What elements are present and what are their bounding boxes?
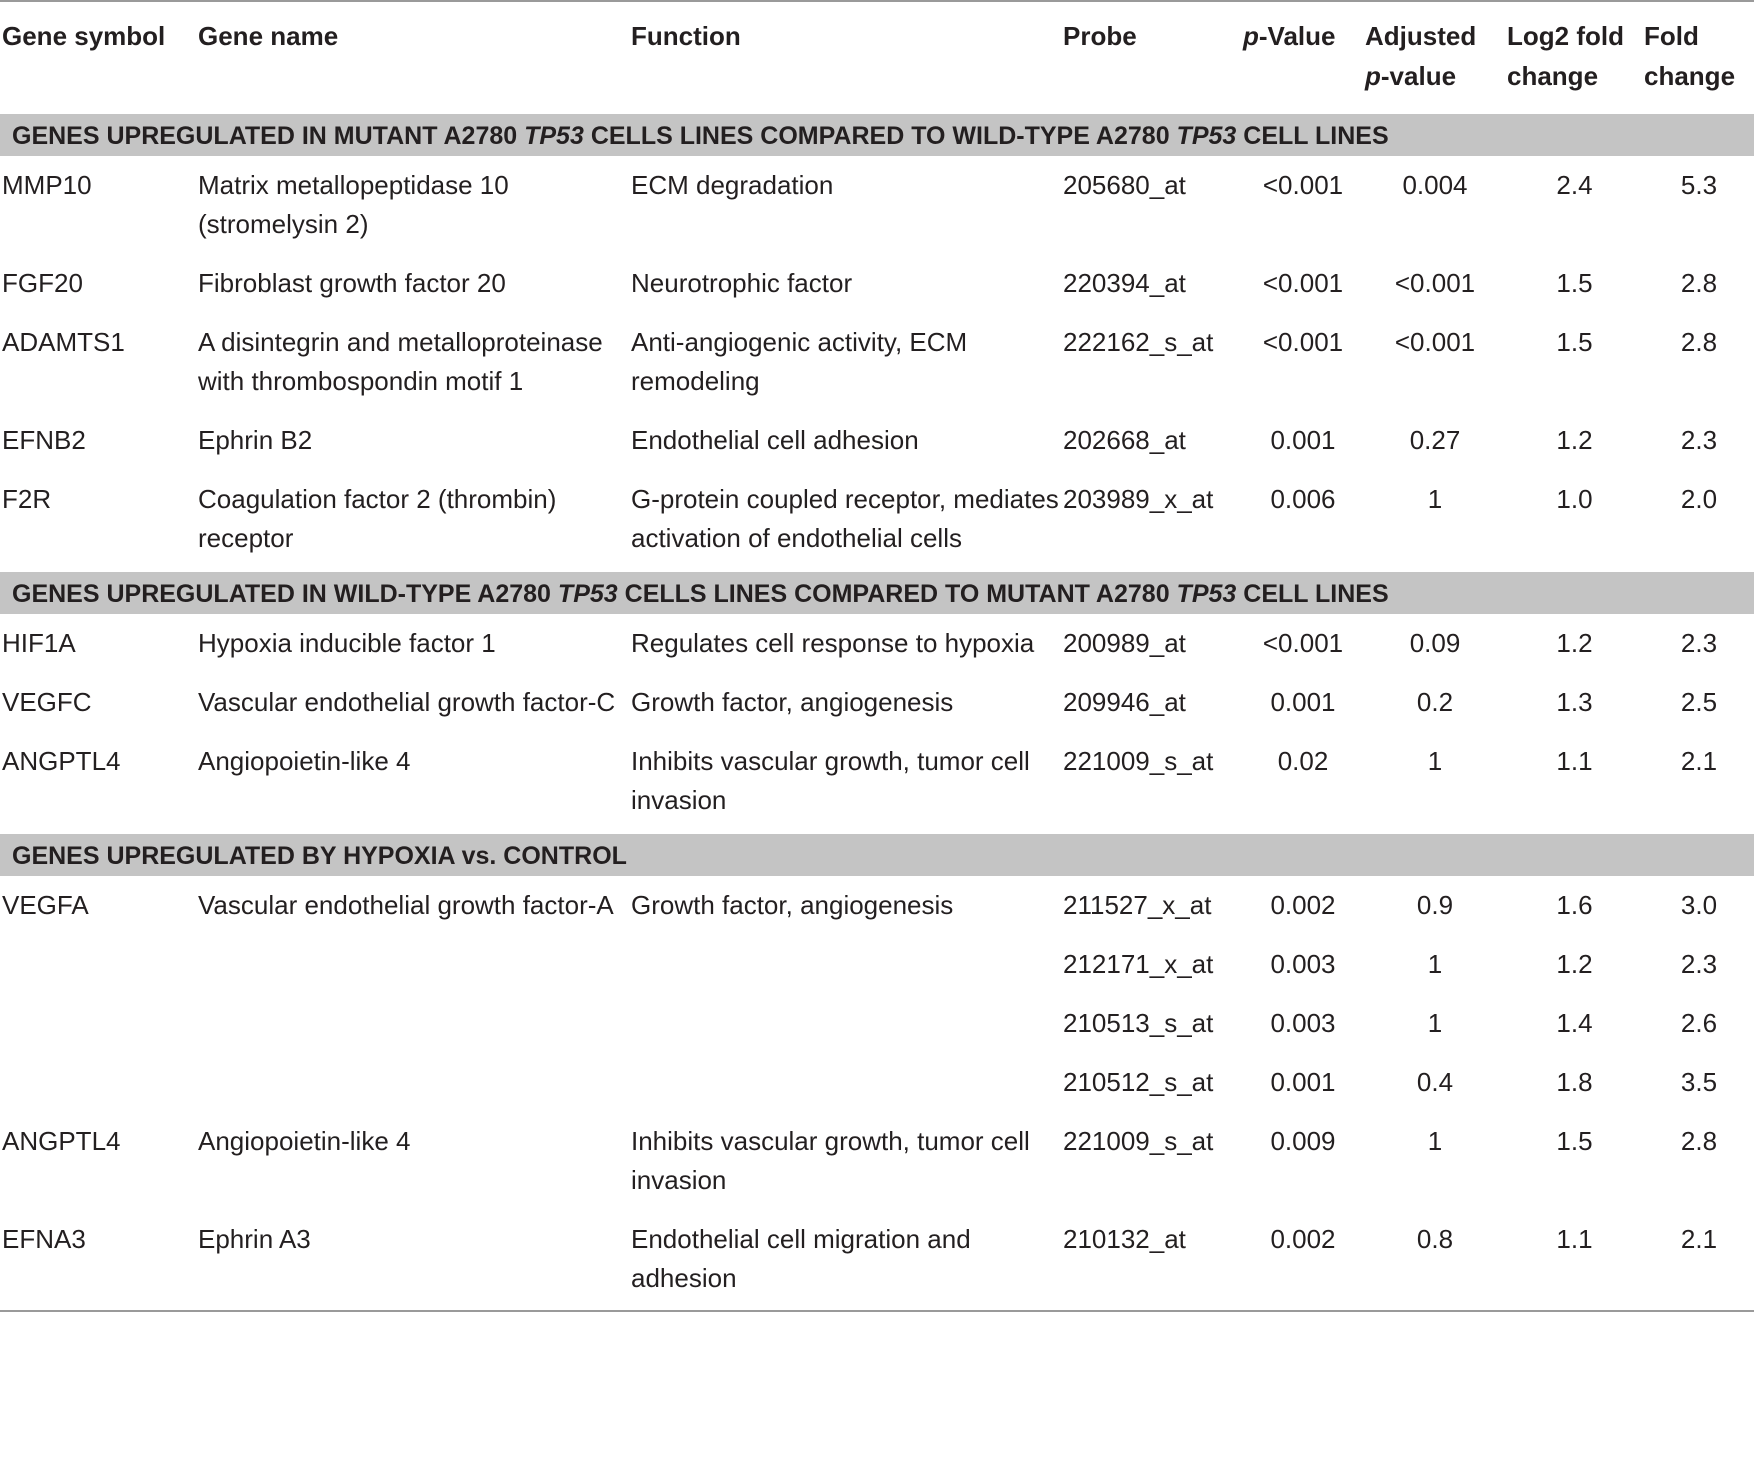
- table-body: [0, 112, 1754, 1311]
- cell-fold-change: 2.8: [1680, 268, 1718, 298]
- cell-gene-name: Hypoxia inducible factor 1: [198, 628, 496, 658]
- cell-log2-fold-change: 1.4: [1556, 1008, 1593, 1038]
- cell-probe: 210512_s_at: [1063, 1067, 1214, 1097]
- cell-adjusted-p-value: <0.001: [1394, 327, 1476, 357]
- cell-function: [629, 935, 1061, 994]
- cell-gene-name: A disintegrin and metalloproteinase with thrombospondin motif 1: [198, 327, 603, 396]
- table-row: [0, 411, 1754, 470]
- section-title-text: GENES UPREGULATED IN WILD-TYPE A2780: [12, 580, 558, 608]
- cell-probe: 222162_s_at: [1063, 327, 1214, 357]
- cell-function: [629, 994, 1061, 1053]
- section-header-row: [0, 832, 1754, 876]
- cell-gene-symbol: MMP10: [2, 170, 92, 200]
- section-title: [0, 112, 1754, 156]
- cell-gene-symbol: [0, 994, 196, 1053]
- cell-fold-change: 2.3: [1680, 949, 1718, 979]
- cell-p-value: 0.02: [1277, 746, 1329, 776]
- cell-function: G-protein coupled receptor, mediates activation of endothelial cells: [631, 484, 1059, 553]
- cell-function: Anti-angiogenic activity, ECM remodeling: [631, 327, 968, 396]
- cell-fold-change: 2.8: [1680, 327, 1718, 357]
- cell-p-value: 0.001: [1270, 687, 1336, 717]
- cell-function: Regulates cell response to hypoxia: [631, 628, 1035, 658]
- cell-log2-fold-change: 1.1: [1556, 746, 1593, 776]
- section-header-row: [0, 570, 1754, 614]
- cell-probe: 200989_at: [1063, 628, 1186, 658]
- cell-gene-name: Fibroblast growth factor 20: [198, 268, 506, 298]
- cell-p-value: 0.002: [1270, 890, 1336, 920]
- table-row: [0, 254, 1754, 313]
- cell-probe: 211527_x_at: [1063, 890, 1212, 920]
- cell-gene-name: [196, 1053, 629, 1112]
- cell-gene-symbol: ADAMTS1: [2, 327, 125, 357]
- cell-fold-change: 3.5: [1680, 1067, 1718, 1097]
- cell-p-value: 0.006: [1270, 484, 1336, 514]
- cell-probe: 209946_at: [1063, 687, 1186, 717]
- table-row: [0, 876, 1754, 935]
- cell-fold-change: 2.0: [1680, 484, 1718, 514]
- section-title-text: GENES UPREGULATED BY HYPOXIA vs. CONTROL: [12, 842, 627, 870]
- header-row: [0, 1, 1754, 112]
- cell-probe: 210513_s_at: [1063, 1008, 1214, 1038]
- cell-gene-name: Vascular endothelial growth factor-C: [198, 687, 616, 717]
- cell-log2-fold-change: 1.5: [1556, 327, 1593, 357]
- cell-probe: 210132_at: [1061, 1210, 1241, 1311]
- cell-gene-symbol: ANGPTL4: [2, 746, 121, 776]
- cell-adjusted-p-value: 0.4: [1416, 1067, 1454, 1097]
- cell-log2-fold-change: 1.0: [1556, 484, 1593, 514]
- cell-gene-name: [196, 935, 629, 994]
- section-title-gene-italic: TP53: [557, 580, 618, 608]
- header-p-value: p-Value: [1241, 1, 1363, 112]
- table-row: [0, 1210, 1754, 1311]
- cell-gene-symbol: VEGFA: [2, 890, 89, 920]
- table-row: [0, 614, 1754, 673]
- cell-function: [629, 1053, 1061, 1112]
- cell-gene-name: Ephrin B2: [198, 425, 313, 455]
- cell-adjusted-p-value: 1: [1427, 1126, 1443, 1156]
- cell-function: ECM degradation: [631, 170, 834, 200]
- cell-gene-name: Vascular endothelial growth factor-A: [198, 890, 614, 920]
- cell-fold-change: 2.8: [1680, 1126, 1718, 1156]
- cell-adjusted-p-value: 1: [1427, 949, 1443, 979]
- cell-function: Inhibits vascular growth, tumor cell invasion: [631, 746, 1030, 815]
- cell-fold-change: 2.3: [1680, 628, 1718, 658]
- cell-fold-change: 3.0: [1680, 890, 1718, 920]
- section-title-text: CELL LINES: [1236, 122, 1389, 150]
- cell-gene-symbol: F2R: [2, 484, 52, 514]
- cell-log2-fold-change: 1.1: [1505, 1210, 1642, 1311]
- table-row: [0, 1112, 1754, 1210]
- cell-fold-change: 5.3: [1680, 170, 1718, 200]
- table-row: [0, 1053, 1754, 1112]
- cell-gene-name: Ephrin A3: [196, 1210, 629, 1311]
- section-title-gene-italic: TP53: [1176, 580, 1237, 608]
- cell-fold-change: 2.5: [1680, 687, 1718, 717]
- cell-adjusted-p-value: 0.004: [1402, 170, 1468, 200]
- cell-log2-fold-change: 1.8: [1556, 1067, 1593, 1097]
- cell-gene-symbol: HIF1A: [2, 628, 76, 658]
- cell-p-value: 0.002: [1241, 1210, 1363, 1311]
- cell-adjusted-p-value: 0.2: [1416, 687, 1454, 717]
- cell-log2-fold-change: 2.4: [1556, 170, 1593, 200]
- cell-probe: 220394_at: [1063, 268, 1186, 298]
- cell-log2-fold-change: 1.2: [1556, 628, 1593, 658]
- cell-gene-symbol: VEGFC: [2, 687, 92, 717]
- cell-adjusted-p-value: 0.27: [1409, 425, 1461, 455]
- cell-p-value: 0.009: [1270, 1126, 1336, 1156]
- section-title-gene-italic: TP53: [1176, 122, 1237, 150]
- cell-function: Inhibits vascular growth, tumor cell invasion: [631, 1126, 1030, 1195]
- cell-log2-fold-change: 1.6: [1556, 890, 1593, 920]
- cell-gene-name: Coagulation factor 2 (thrombin) receptor: [198, 484, 557, 553]
- section-title: [0, 832, 1754, 876]
- cell-log2-fold-change: 1.3: [1556, 687, 1593, 717]
- cell-function: Endothelial cell adhesion: [631, 425, 919, 455]
- cell-adjusted-p-value: 0.09: [1409, 628, 1461, 658]
- cell-adjusted-p-value: 0.8: [1363, 1210, 1505, 1311]
- cell-fold-change: 2.3: [1680, 425, 1718, 455]
- cell-adjusted-p-value: <0.001: [1394, 268, 1476, 298]
- cell-probe: 202668_at: [1063, 425, 1186, 455]
- cell-gene-name: Angiopoietin-like 4: [198, 746, 411, 776]
- table-row: [0, 935, 1754, 994]
- header-probe: Probe: [1061, 1, 1241, 112]
- header-fold-change: Fold change: [1642, 1, 1754, 112]
- section-title-text: CELLS LINES COMPARED TO MUTANT A2780: [617, 580, 1177, 608]
- cell-p-value: <0.001: [1262, 327, 1344, 357]
- cell-probe: 205680_at: [1063, 170, 1186, 200]
- cell-log2-fold-change: 1.2: [1556, 425, 1593, 455]
- table-row: [0, 470, 1754, 570]
- cell-p-value: <0.001: [1262, 628, 1344, 658]
- cell-probe: 203989_x_at: [1063, 484, 1214, 514]
- cell-function: Neurotrophic factor: [631, 268, 853, 298]
- cell-p-value: <0.001: [1262, 170, 1344, 200]
- cell-adjusted-p-value: 1: [1427, 484, 1443, 514]
- table-row: [0, 673, 1754, 732]
- cell-p-value: 0.003: [1270, 1008, 1336, 1038]
- table-row: [0, 313, 1754, 411]
- cell-gene-symbol: EFNB2: [2, 425, 86, 455]
- cell-gene-symbol: ANGPTL4: [2, 1126, 121, 1156]
- section-title: [0, 570, 1754, 614]
- cell-adjusted-p-value: 0.9: [1416, 890, 1454, 920]
- section-title-text: GENES UPREGULATED IN MUTANT A2780: [12, 122, 525, 150]
- header-adjusted-p-value: Adjusted p-value: [1363, 1, 1505, 112]
- cell-probe: 221009_s_at: [1063, 746, 1214, 776]
- cell-gene-name: [196, 994, 629, 1053]
- cell-probe: 212171_x_at: [1063, 949, 1214, 979]
- cell-p-value: 0.001: [1270, 1067, 1336, 1097]
- table-row: [0, 732, 1754, 832]
- cell-function: Endothelial cell migration and adhesion: [629, 1210, 1061, 1311]
- header-gene-name: Gene name: [196, 1, 629, 112]
- header-log2-fold-change: Log2 fold change: [1505, 1, 1642, 112]
- cell-p-value: 0.001: [1270, 425, 1336, 455]
- cell-gene-symbol: EFNA3: [0, 1210, 196, 1311]
- cell-gene-symbol: [0, 935, 196, 994]
- cell-gene-name: Angiopoietin-like 4: [198, 1126, 411, 1156]
- cell-gene-symbol: FGF20: [2, 268, 83, 298]
- cell-log2-fold-change: 1.2: [1556, 949, 1593, 979]
- cell-log2-fold-change: 1.5: [1556, 1126, 1593, 1156]
- header-gene-symbol: Gene symbol: [0, 1, 196, 112]
- cell-log2-fold-change: 1.5: [1556, 268, 1593, 298]
- cell-function: Growth factor, angiogenesis: [631, 687, 954, 717]
- section-title-text: CELLS LINES COMPARED TO WILD-TYPE A2780: [583, 122, 1177, 150]
- section-title-gene-italic: TP53: [524, 122, 584, 150]
- table-row: [0, 994, 1754, 1053]
- cell-fold-change: 2.1: [1642, 1210, 1754, 1311]
- section-header-row: [0, 112, 1754, 156]
- header-function: Function: [629, 1, 1061, 112]
- cell-adjusted-p-value: 1: [1427, 1008, 1443, 1038]
- cell-gene-symbol: [0, 1053, 196, 1112]
- cell-probe: 221009_s_at: [1063, 1126, 1214, 1156]
- cell-fold-change: 2.1: [1680, 746, 1718, 776]
- cell-p-value: <0.001: [1262, 268, 1344, 298]
- cell-gene-name: Matrix metallopeptidase 10 (stromelysin 2): [198, 170, 509, 239]
- cell-p-value: 0.003: [1270, 949, 1336, 979]
- cell-function: Growth factor, angiogenesis: [631, 890, 954, 920]
- cell-fold-change: 2.6: [1680, 1008, 1718, 1038]
- cell-adjusted-p-value: 1: [1427, 746, 1443, 776]
- section-title-text: CELL LINES: [1236, 580, 1389, 608]
- table-row: [0, 156, 1754, 254]
